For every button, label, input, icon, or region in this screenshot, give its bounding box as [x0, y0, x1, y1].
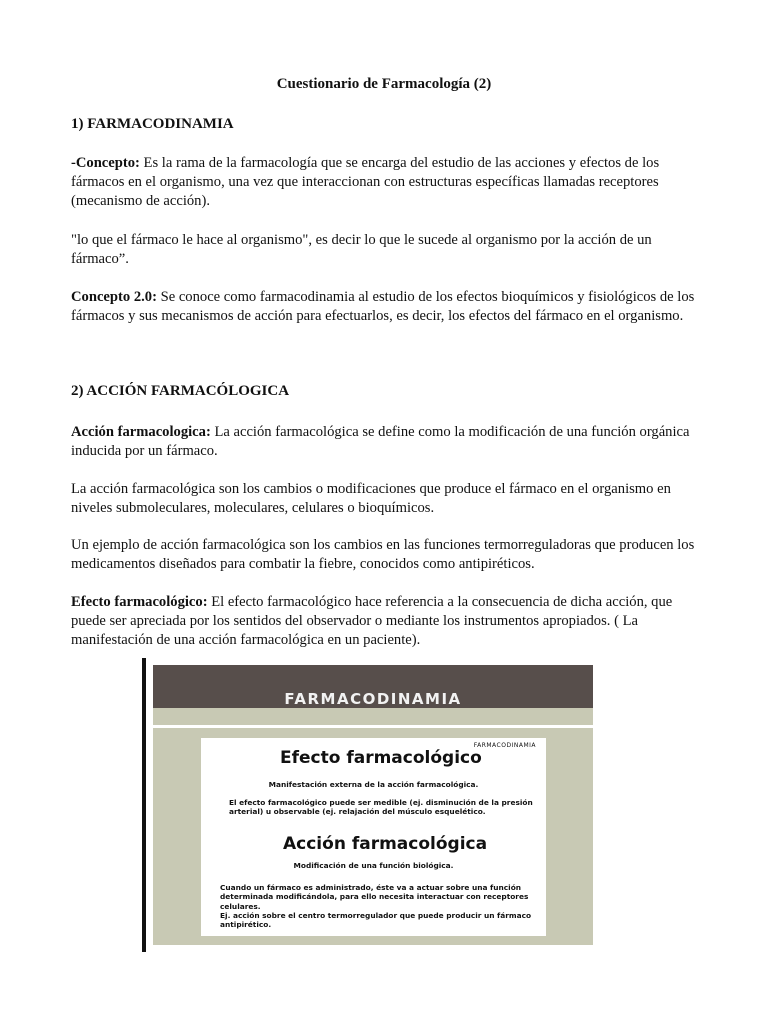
- accion-body: Cuando un fármaco es administrado, éste va a actuar sobre una función determinada modificándola, para ello necesita interactuar con receptores celulares.: [220, 883, 529, 911]
- accion-title: Acción farmacológica: [283, 834, 488, 854]
- slide-header-text: FARMACODINAMIA: [284, 690, 462, 708]
- concepto2-label: Concepto 2.0:: [71, 289, 157, 305]
- section-heading-farmacodinamia: 1) FARMACODINAMIA: [71, 116, 234, 132]
- accion-definition: Modificación de una función biológica.: [293, 861, 454, 870]
- accion-text: La acción farmacológica se define como la modificación de una función orgánica inducida por un fármaco.: [71, 424, 690, 460]
- slide-tag: FARMACODINAMIA: [473, 742, 536, 749]
- accion-label: Acción farmacologica:: [71, 424, 211, 440]
- slide-left-border: [142, 658, 146, 952]
- section-heading-accion: 2) ACCIÓN FARMACÓLOGICA: [71, 383, 290, 399]
- concepto-text: Es la rama de la farmacología que se encarga del estudio de las acciones y efectos de los fármacos en el organismo, una vez que interaccionan con estructuras específicas llamadas receptores (mecanismo de acción).: [71, 155, 660, 210]
- accion-paragraph: [71, 423, 701, 461]
- efecto-paragraph: [71, 593, 701, 651]
- efecto-body: El efecto farmacológico puede ser medible (ej. disminución de la presión arterial) u observable (ej. relajación del músculo esquelético.: [229, 798, 533, 817]
- slide-separator: [153, 725, 593, 728]
- efecto-label: Efecto farmacológico:: [71, 594, 208, 610]
- slide-header: [153, 665, 593, 708]
- efecto-text: El efecto farmacológico hace referencia a la consecuencia de dicha acción, que puede ser apreciada por los sentidos del observador o mediante los instrumentos apropiados. ( La manifestación de una acción farmacológica en un paciente).: [71, 594, 673, 649]
- efecto-definition: Manifestación externa de la acción farmacológica.: [268, 780, 479, 789]
- document-title: Cuestionario de Farmacología (2): [276, 76, 492, 92]
- accion-levels-paragraph: La acción farmacológica son los cambios o modificaciones que produce el fármaco en el organismo en niveles submoleculares, moleculares, celulares o bioquímicos.: [71, 481, 671, 517]
- quote-paragraph: "lo que el fármaco le hace al organismo", es decir lo que le sucede al organismo por la acción de un fármaco”.: [71, 232, 652, 268]
- slide-content-card: [201, 738, 546, 936]
- concepto2-text: Se conoce como farmacodinamia al estudio de los efectos bioquímicos y fisiológicos de los fármacos y sus mecanismos de acción para efectuarlos, es decir, los efectos del fármaco en el organismo.: [71, 289, 695, 325]
- accion-example: Ej. acción sobre el centro termorregulador que puede producir un fármaco antipirético.: [220, 911, 532, 930]
- concepto-label: -Concepto:: [71, 155, 140, 171]
- concepto-paragraph: [71, 154, 701, 212]
- efecto-title: Efecto farmacológico: [280, 748, 482, 768]
- accion-example-paragraph: Un ejemplo de acción farmacológica son los cambios en las funciones termorreguladoras que producen los medicamentos diseñados para combatir la fiebre, conocidos como antipiréticos.: [71, 537, 695, 573]
- concepto2-paragraph: [71, 288, 701, 326]
- farmacodinamia-slide-image: [153, 665, 593, 945]
